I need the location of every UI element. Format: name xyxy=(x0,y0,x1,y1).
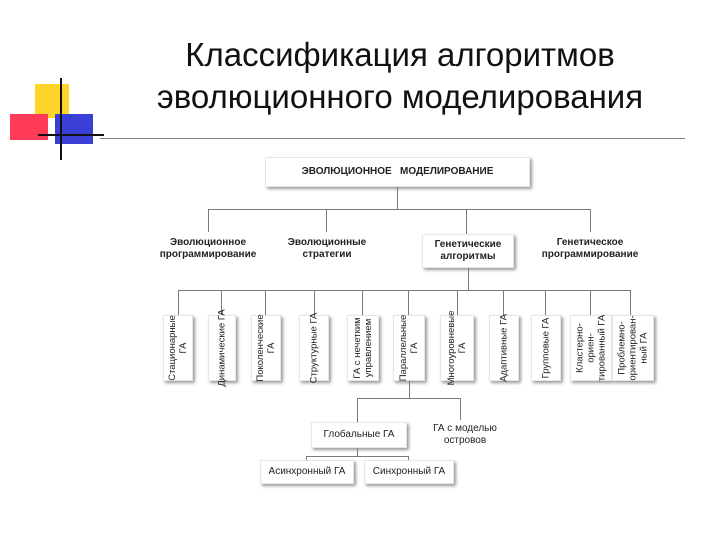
node-global-ga: Глобальные ГА xyxy=(311,422,407,448)
node-genetic-algorithms: Генетические алгоритмы xyxy=(422,234,514,268)
node-sync-ga: Синхронный ГА xyxy=(364,460,454,484)
connector xyxy=(178,290,179,315)
connector xyxy=(357,398,358,422)
connector xyxy=(590,209,591,232)
node-generational-ga: Поколенческие ГА xyxy=(251,315,281,381)
node-root-label: ЭВОЛЮЦИОННОЕ МОДЕЛИРОВАНИЕ xyxy=(301,166,494,177)
connector xyxy=(545,290,546,315)
connector xyxy=(265,290,266,315)
connector xyxy=(357,448,358,456)
connector xyxy=(468,268,469,290)
node-island-model-ga: ГА с моделью островов xyxy=(421,420,509,450)
node-evolution-strategies: Эволюционные стратегии xyxy=(277,232,377,266)
connector xyxy=(630,290,631,315)
title-line-1: Классификация алгоритмов xyxy=(185,36,615,73)
connector xyxy=(178,290,630,291)
node-dynamic-ga: Динамические ГА xyxy=(208,315,236,381)
node-adaptive-ga: Адаптивные ГА xyxy=(489,315,519,381)
connector xyxy=(460,398,461,420)
connector xyxy=(409,381,410,398)
node-cluster-oriented-ga: Кластерно- ориен- тированный ГА xyxy=(570,315,612,381)
node-root xyxy=(265,157,530,187)
node-parallel-ga: Параллельные ГА xyxy=(393,315,425,381)
connector xyxy=(306,456,408,457)
connector xyxy=(408,290,409,315)
node-genetic-programming: Генетическое программирование xyxy=(532,232,648,266)
connector xyxy=(314,290,315,315)
node-group-ga: Групповые ГА xyxy=(531,315,561,381)
node-evolutionary-programming: Эволюционное программирование xyxy=(150,232,266,266)
connector xyxy=(208,209,591,210)
connector xyxy=(466,209,467,234)
title-line-2: эволюционного моделирования xyxy=(156,78,644,115)
node-problem-oriented-ga: Проблемно- ориентирован- ный ГА xyxy=(612,315,654,381)
node-stationary-ga: Стационарные ГА xyxy=(163,315,193,381)
connector xyxy=(397,187,398,209)
node-async-ga: Асинхронный ГА xyxy=(260,460,354,484)
connector xyxy=(357,398,461,399)
connector xyxy=(208,209,209,232)
connector xyxy=(326,209,327,232)
node-multilevel-ga: Многоуровневые ГА xyxy=(440,315,474,381)
connector xyxy=(503,290,504,315)
connector xyxy=(590,290,591,315)
connector xyxy=(362,290,363,315)
node-fuzzy-control-ga: ГА с нечетким управлением xyxy=(347,315,379,381)
node-structural-ga: Структурные ГА xyxy=(299,315,329,381)
